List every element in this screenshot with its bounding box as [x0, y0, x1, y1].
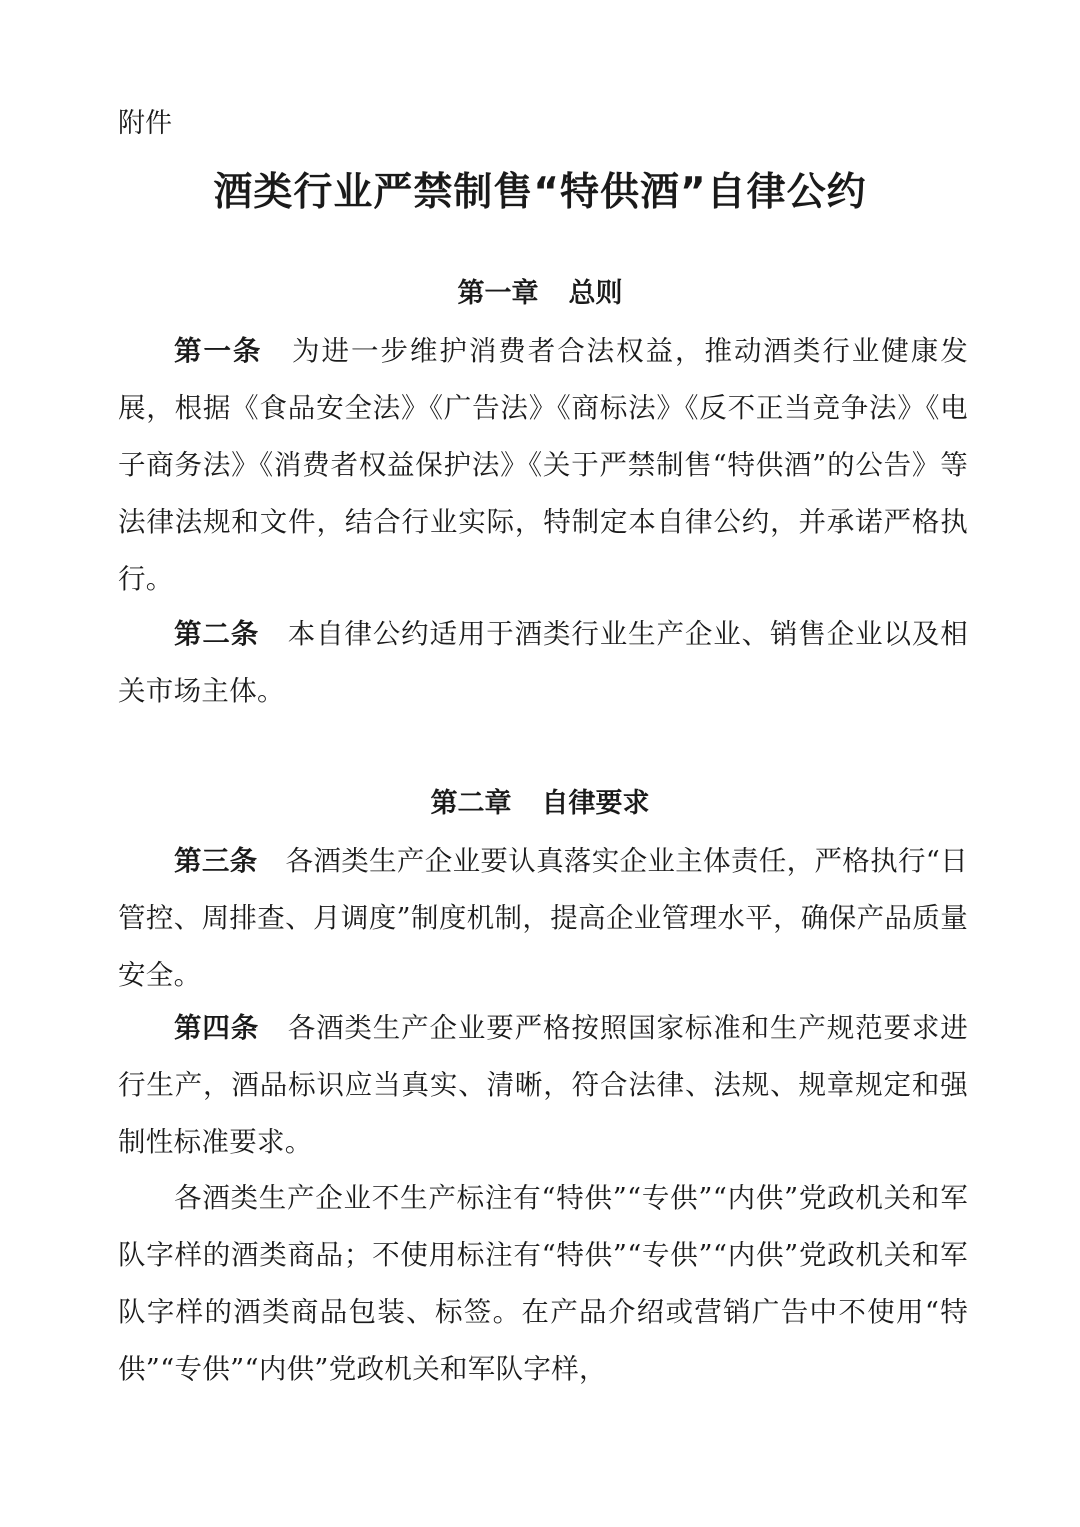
article-paragraph	[118, 1000, 968, 1171]
article-paragraph	[118, 323, 968, 608]
attachment-label: 附件	[118, 108, 172, 139]
article-text: 为进一步维护消费者合法权益，推动酒类行业健康发展，根据《食品安全法》《广告法》《商标法》《反不正当竞争法》《电子商务法》《消费者权益保护法》《关于严禁制售“特供酒”的公告》等法律法规和文件，结合行业实际，特制定本自律公约，并承诺严格执行。	[118, 335, 968, 595]
article-paragraph	[118, 833, 968, 1004]
body-paragraph	[118, 1170, 968, 1398]
paragraph-text: 各酒类生产企业不生产标注有“特供”“专供”“内供”党政机关和军队字样的酒类商品；不使用标注有“特供”“专供”“内供”党政机关和军队字样的酒类商品包装、标签。在产品介绍或营销广告中不使用“特供”“专供”“内供”党政机关和军队字样，	[118, 1182, 968, 1385]
document-title: 酒类行业严禁制售“特供酒”自律公约	[213, 170, 867, 215]
article-paragraph	[118, 606, 968, 720]
article-label: 第一条	[174, 335, 263, 367]
article-text: 各酒类生产企业要严格按照国家标准和生产规范要求进行生产，酒品标识应当真实、清晰，符合法律、法规、规章规定和强制性标准要求。	[118, 1012, 969, 1158]
chapter-name: 自律要求	[541, 788, 650, 819]
chapter-name: 总则	[568, 278, 623, 309]
article-label: 第四条	[174, 1012, 260, 1044]
article-text: 各酒类生产企业要认真落实企业主体责任，严格执行“日管控、周排查、月调度”制度机制，提高企业管理水平，确保产品质量安全。	[118, 845, 968, 991]
chapter-number: 第一章	[457, 278, 539, 309]
chapter-heading	[0, 276, 1080, 312]
article-label: 第三条	[174, 845, 258, 877]
article-text: 本自律公约适用于酒类行业生产企业、销售企业以及相关市场主体。	[118, 618, 969, 707]
chapter-number: 第二章	[430, 788, 512, 819]
chapter-heading	[0, 786, 1080, 822]
article-label: 第二条	[174, 618, 260, 650]
